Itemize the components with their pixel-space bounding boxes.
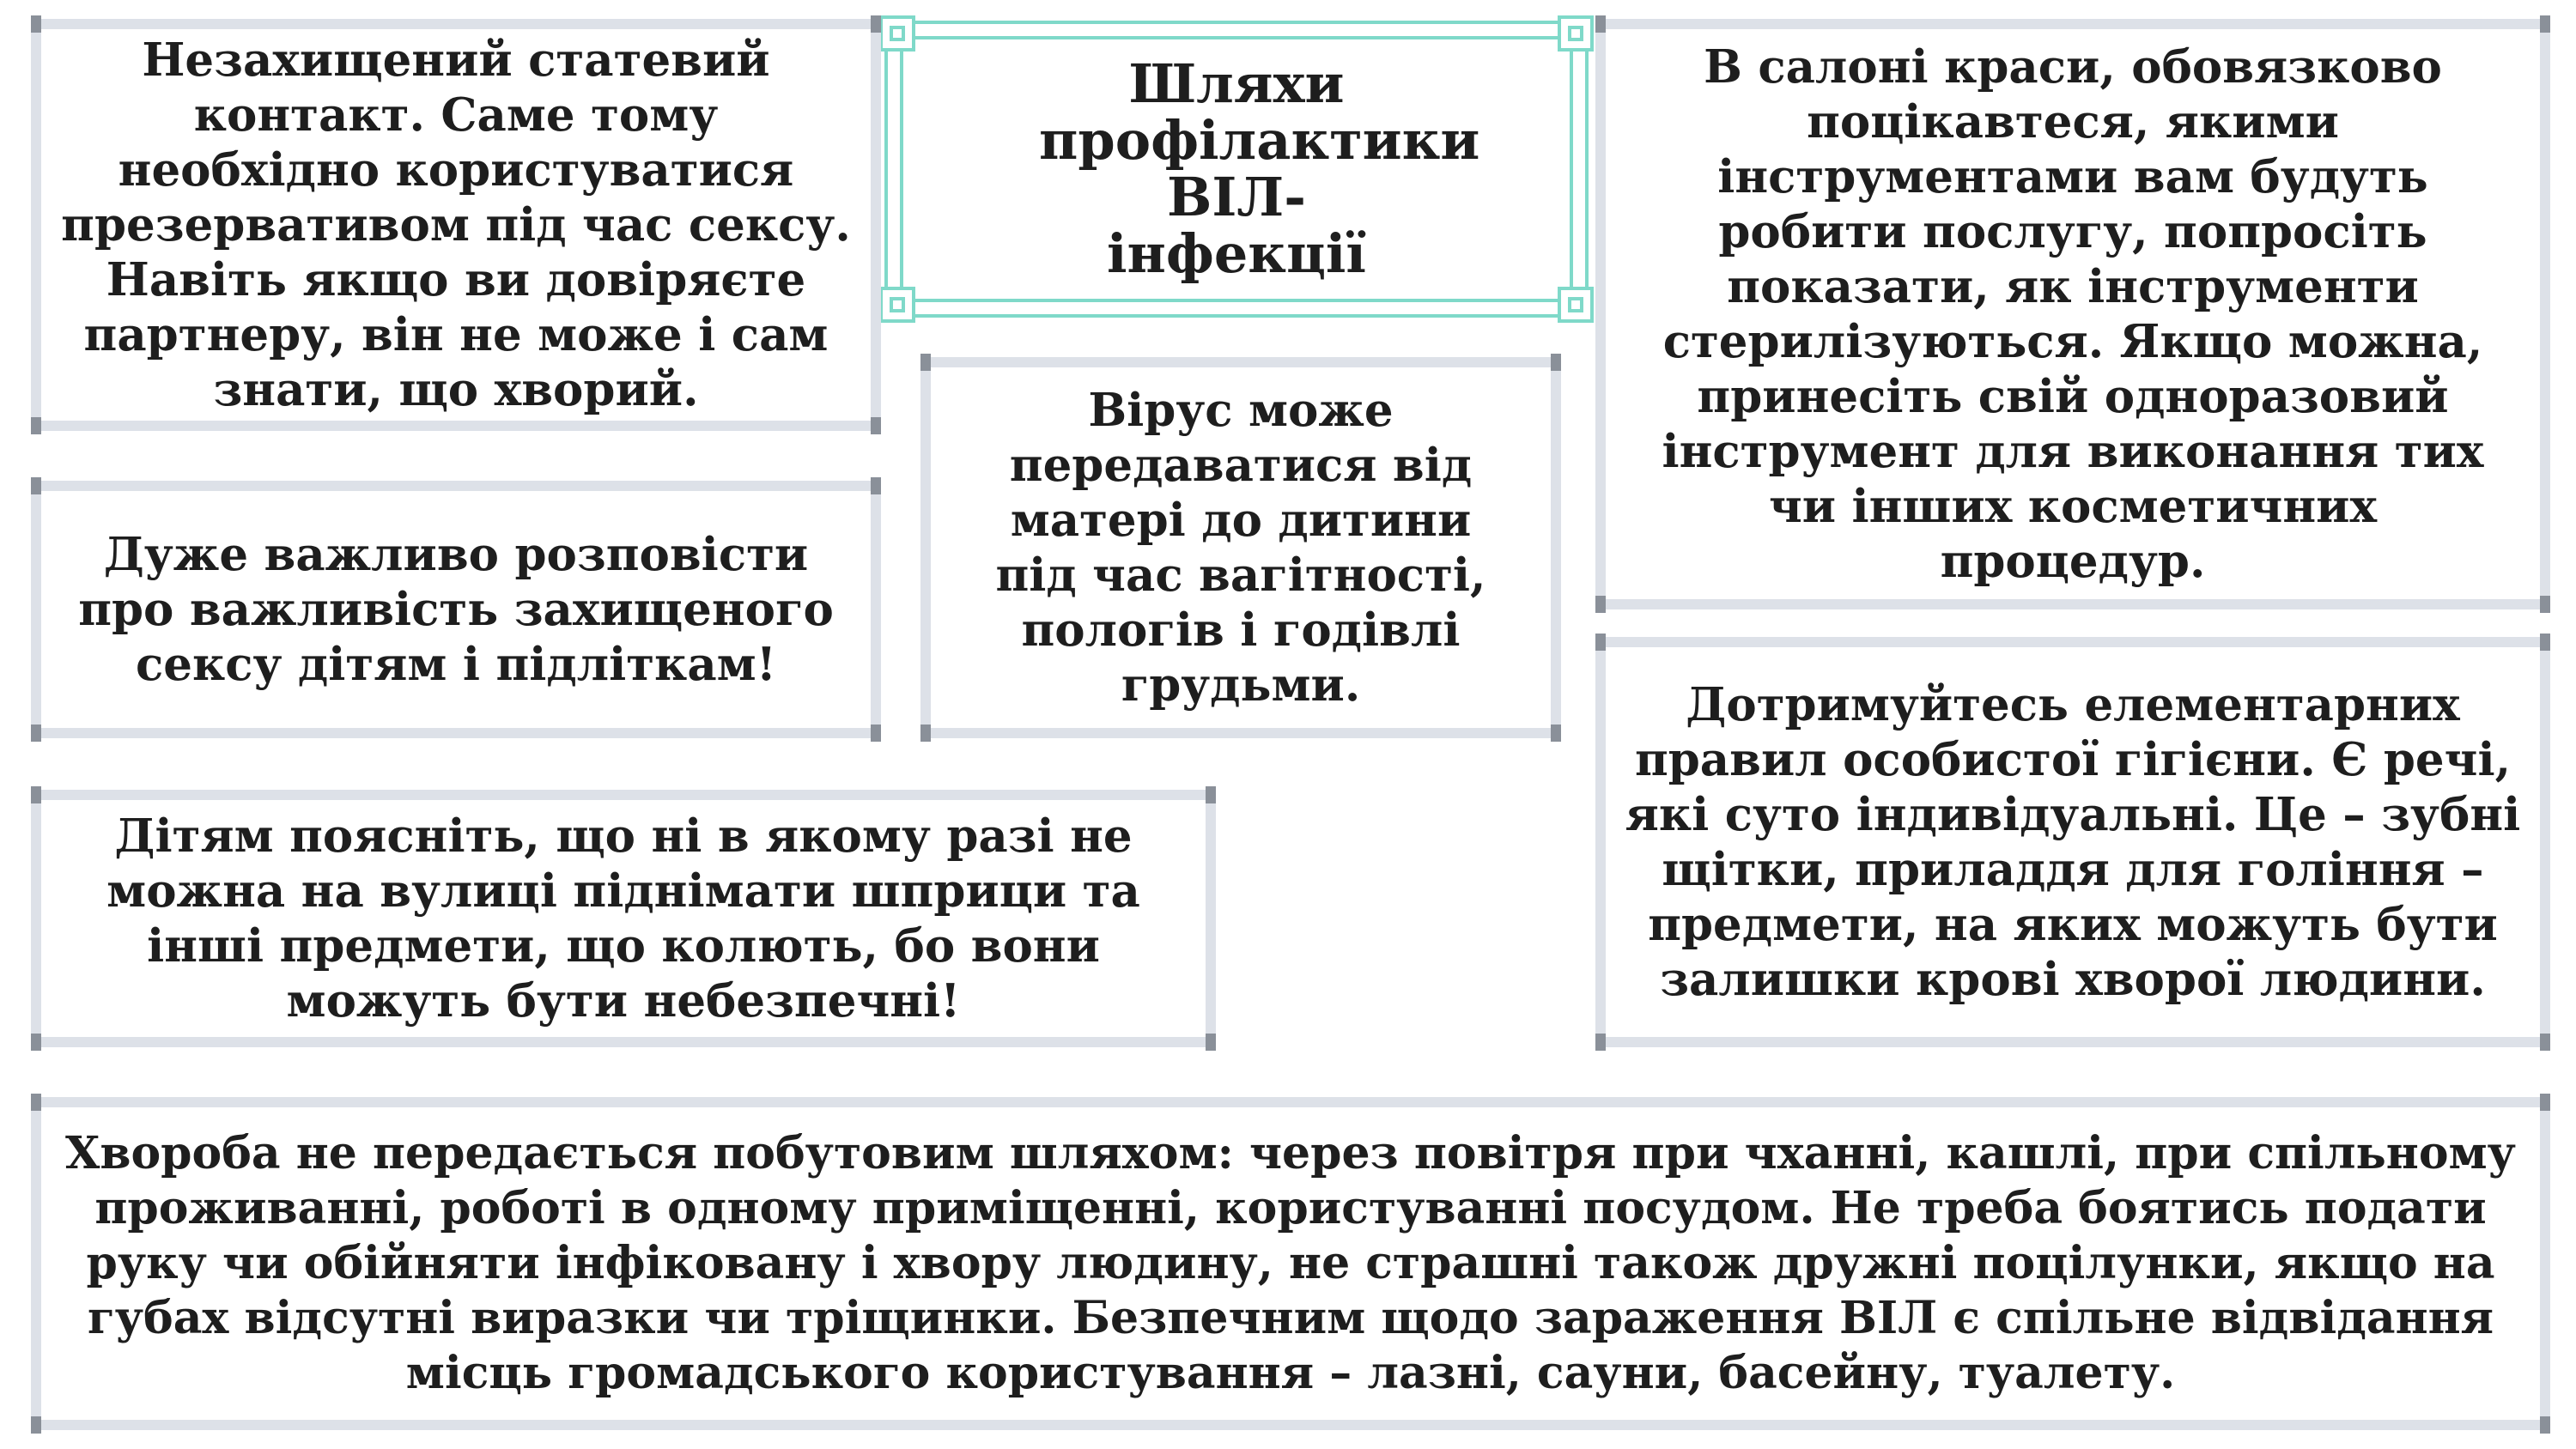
- page-title: Шляхи профілактики ВІЛ-інфекції: [1039, 52, 1480, 285]
- frame-cap-ornament: [2540, 1094, 2550, 1111]
- frame-cap-ornament: [871, 15, 881, 33]
- frame-cap-ornament: [31, 15, 41, 33]
- info-text-syringes: Дітям поясніть, що ні в якому разі не можна на вулиці піднімати шприци та інші предмети, що колють, бо вони можуть бути небезпечні!: [106, 809, 1140, 1028]
- info-text-mother: Вірус може передаватися від матері до дитини під час вагітності, пологів і годівлі грудьми.: [995, 384, 1486, 712]
- frame-cap-ornament: [31, 724, 41, 742]
- frame-cap-ornament: [31, 786, 41, 803]
- frame-cap-ornament: [1551, 724, 1561, 742]
- info-box-children-talk: [31, 481, 881, 738]
- info-box-salon: [1595, 19, 2550, 609]
- frame-cap-ornament: [2540, 15, 2550, 33]
- frame-cap-ornament: [31, 1416, 41, 1434]
- info-text-children-talk: Дуже важливо розповісти про важливість захищеного сексу дітям і підліткам!: [78, 528, 834, 691]
- frame-cap-ornament: [1206, 1034, 1216, 1051]
- info-text-salon: В салоні краси, обовязково поцікавтеся, якими інструментами вам будуть робити послугу, попросіть показати, як інструменти стерилізуються. Якщо можна, принесіть свій одноразовий інструмент для виконання тих чи інших косметичних процедур.: [1662, 40, 2484, 588]
- info-box-unprotected: [31, 19, 881, 431]
- frame-cap-ornament: [1595, 15, 1606, 33]
- frame-cap-ornament: [871, 477, 881, 494]
- frame-cap-ornament: [1595, 634, 1606, 651]
- title-corner-ornament: [879, 15, 915, 52]
- title-corner-ornament: [1558, 15, 1594, 52]
- frame-cap-ornament: [1206, 786, 1216, 803]
- info-text-hygiene: Дотримуйтесь елементарних правил особистої гігієни. Є речі, які суто індивідуальні. Це – зубні щітки, приладдя для гоління – предмети, на яких можуть бути залишки крові хворої людини.: [1625, 678, 2521, 1006]
- frame-cap-ornament: [920, 724, 931, 742]
- frame-cap-ornament: [920, 354, 931, 371]
- info-box-hygiene: [1595, 637, 2550, 1047]
- frame-cap-ornament: [2540, 1034, 2550, 1051]
- info-box-syringes: [31, 790, 1216, 1047]
- frame-cap-ornament: [871, 417, 881, 434]
- frame-cap-ornament: [31, 477, 41, 494]
- title-panel: [884, 21, 1589, 318]
- frame-cap-ornament: [31, 417, 41, 434]
- frame-cap-ornament: [1595, 1034, 1606, 1051]
- frame-cap-ornament: [2540, 596, 2550, 613]
- info-text-household: Хвороба не передається побутовим шляхом: через повітря при чханні, кашлі, при спільному проживанні, роботі в одному приміщенні, користуванні посудом. Не треба боятись подати руку чи обійняти інфіковану і хвору людину, не страшні також дружні поцілунки, якщо на губах відсутні виразки чи тріщинки. Безпечним щодо зараження ВІЛ є спільне відвідання місць громадського користування – лазні, сауни, басейну, туалету.: [65, 1127, 2516, 1399]
- info-box-household: [31, 1097, 2550, 1430]
- title-corner-ornament: [1558, 287, 1594, 323]
- frame-cap-ornament: [2540, 634, 2550, 651]
- title-corner-ornament: [879, 287, 915, 323]
- info-text-unprotected: Незахищений статевий контакт. Саме тому необхідно користуватися презервативом під час сексу. Навіть якщо ви довіряєте партнеру, він не може і сам знати, що хворий.: [61, 33, 851, 416]
- frame-cap-ornament: [31, 1094, 41, 1111]
- frame-cap-ornament: [1595, 596, 1606, 613]
- frame-cap-ornament: [2540, 1416, 2550, 1434]
- frame-cap-ornament: [31, 1034, 41, 1051]
- info-box-mother: [920, 357, 1561, 738]
- frame-cap-ornament: [871, 724, 881, 742]
- frame-cap-ornament: [1551, 354, 1561, 371]
